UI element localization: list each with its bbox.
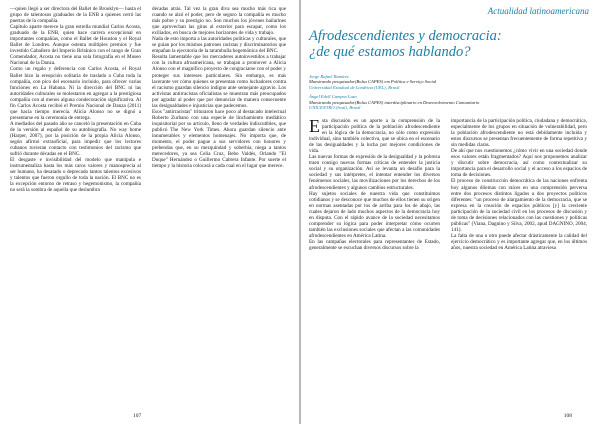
left-page — [0, 0, 299, 424]
section-heading: Actualidad latinoamericana — [487, 6, 589, 16]
paragraph: Resulta lamentable que los mercaderes autoinvestidos a trabajar con la cultura afroamericana, se trabajan a promover a Alicia Alonso con el magnífico proyecto de congraciarse con el poder y proteger sus intereses particulares. Sin embargo, es más lacerante ver cómo quienes se presentan como luchadores contra el racismo guardan silencio indigno ante semejante agravio. Los activistas antirracistas oficialistas se muestran más preocupados por agradar al poder que por denunciar de manera consecuente las desigualdades e injusticias que padecemos. — [152, 54, 286, 109]
paragraph: Hay sujetos sociales de nuestra vida que constituimos cotidianos y se desconoce que muchos de ellos tienen su origen en normas asentadas por los de arriba para los de abajo, las cuales dejaron de lado muchos aspectos de la democracia hoy en disputa. Con el rápido avance de la sociedad necesitamos comprender su lógica para poder interpretar cómo ocurren también las exclusiones sociales que afectan a las comunidades afrodescendientes en América Latina. — [309, 190, 440, 239]
right-page — [301, 0, 600, 424]
author-block — [309, 74, 589, 110]
paragraph: En las campañas electorales para representantes de Estado, generalmente se escuchan diversos discursos sobre la — [309, 238, 440, 251]
paragraph: importancia de la participación política, ciudadana y democrática, especialmente de los grupos en situación de vulnerabilidad, pero la población afrodescendiente no está debidamente incluida y estos discursos se presentan frecuentemente de forma repetitiva y sin medidas claras. — [451, 118, 587, 149]
paragraph: A mediados del pasado año se canceló la presentación en Cuba de la versión al español de su autobiografía. No way home (Harper, 2007), por la posición de la propia Alicia Alonso, según afirmó extraoficial, para impedir que los lectores cubanos tuvieran contacto con testimonios del racismo que sufrió durante décadas en el BNC. — [10, 120, 141, 158]
paragraph: Las nuevas formas de expresión de la desigualdad y la pobreza traen consigo nuevas formas críticas de entender la justicia social y su organización. Así se levanta un desafío para la sociedad y sus intérpretes, el intentar entender los diversos fenómenos sociales, las movilizaciones por los derechos de los afrodescendientes y algunos cambios estructurales. — [309, 154, 440, 191]
paragraph: De ahí que nos cuestionemos ¿cómo vivir en una sociedad donde esos valores están fragmentados? Aquí nos proponemos analizar y discutir sobre democracia, así como contextualizar su importancia para el desarrollo social y el acceso a los espacios de toma de decisiones. — [451, 148, 587, 179]
paragraph: El proceso de construcción democrática de las naciones enfrenta hoy algunos dilemas con raíces en una comprensión perversa entre dos procesos distintos ligados a dos proyectos políticos diferentes: "un proceso de alargamiento de la democracia, que se expresa en la creación de espacios públicos [y] la creciente participación de la sociedad civil en los procesos de discusión y de toma de decisiones relacionados con las cuestiones y políticas públicas" (Viana, Dagnino y Silva, 2002, apud DAGNINO, 2004, 141). — [451, 178, 587, 233]
right-column-1 — [309, 118, 440, 251]
paragraph: Esta discusión es un aporte a la comprensión de la participación política de la población afrodescendiente en la lógica de la democracia, no sólo como expresión individual, sino también colectiva, que se ubica en el escenario de las desigualdades y la lucha por mejores condiciones de vida. — [309, 116, 440, 155]
paragraph: Como un regalo y deferencia con Carlos Acosta, el Royal Ballet hizo la ereopción solitaria de traslado a Cuba toda la compañía, con pico del escenario incluido, para ofrecer varias funciones en La Habana. Ni la dirección del BNC ni las autoridades culturales se molestaron en agregar a la prestigiosa compañía con al menos alguna condecoración significativa. Al fin Carlos Acosta recibió el Premio Nacional de Danza (2011) que hacía tiempo merecía. Alicia Alonso no se dignó a presentarse en la ceremonia de entrega. — [10, 66, 141, 121]
author-2-affiliation: Maestrando pesquisador(Bolsa CAPES) interdisciplinario en Desenvolvimento Comunitario — [309, 99, 480, 105]
author-1-name: Jorge Rafael Ramírez — [309, 74, 349, 79]
paragraph: Esos "antirracistas" trituraron hace poco al destacado intelectual Roberto Zurbano con una especie de linchamiento mediático inquisitorial por su artículo, lleno de verdades indiscutibles, que publicó The New York Times. Ahora guardan silencio ante innumerables y elementos homenajes. No importa que, de momento, el poder pague a sus servidores con honores y prebendas que, en su mezquindad y soberbia, niega a tantos merecedores, ya sea Celia Cruz, Bebo Valdés, Orlando "El Duque" Hernández o Guillermo Cabrera Infante. Por suerte el tiempo y la historia colocará a cada cual en el lugar que merece. — [152, 108, 286, 170]
paragraph: décadas atrás. Tal vez la gran diva sea mucho más rica que cuando se alzó el poder, pero de seguro la compañía es mucho más pobre y su prestigio no. Son muchos los jóvenes bailarines que aprovechan las giras al exterior para escapar, como los exiliados, en busca de mejores horizontes de vida y trabajo. — [152, 6, 286, 37]
author-2-university: UNICENTRO (Irati), Brasil — [309, 105, 361, 111]
title-line-2: ¿de qué estamos hablando? — [309, 44, 471, 60]
article-title — [309, 28, 579, 60]
author-2-name: Ángel Edell Campos Lazo — [309, 94, 357, 100]
right-column-2 — [451, 118, 587, 251]
paragraph: Nada de esto importa a las autoridades políticas y culturales, que se guían por los mismos patrones racistas y discriminatorios que empañan la ejecutoria de la tarambulla hegemónica del BNC. — [152, 36, 286, 55]
page-number-left: 107 — [133, 413, 142, 419]
paragraph: El desgaste e invisibilidad del modelo que manipula e instrumentaliza hasta los más caros valores y manosprecia al ser humano, ha desatado o deprecado tantos talentos excesivos y talentos que fueron orgullo de toda la nación. El BNC no es la excepción entorno de retraso y hegemonismo, la compañía no será la sombra de aquella que deslumbra — [10, 157, 141, 194]
page-number-right: 108 — [563, 413, 572, 419]
author-1-affiliation: Maestrando pesquisador(Bolsa CAPES) em Política e Serviço Social — [309, 79, 437, 85]
author-1-university: Universidad Estadual de Londrina (UEL), Brasil — [309, 84, 400, 90]
left-column-2 — [152, 6, 286, 169]
paragraph: La falta de una u otro puede afectar drásticamente la calidad del ejercicio democrático y es importante agregar que, en los últimos años, nuestra sociedad en América Latina atraviesa — [451, 232, 587, 251]
paragraph: Capítulo aparte merece la gran estrella mundial Carlos Acosta, graduado de la ENB, quien hace carrera excepcional en importantes compañías, como el Ballet de Houston y el Royal Ballet de Londres. Aunque ostenta múltiples premios y fue investido Caballero del Imperio Británico con el rango de Gran Comendador, Acosta no tiene una sola fotografía en el Museo Nacional de la Danza. — [10, 24, 141, 67]
left-column-1 — [10, 6, 141, 193]
paragraph: —quien llegó a ser directora del Ballet de Brooklyn— hasta el grupo de talentosos graduados de la ENB a quienes cerró las puertas de la compañía. — [10, 6, 141, 25]
drop-cap: E — [309, 116, 320, 136]
title-line-1: Afrodescendientes y democracia: — [309, 28, 502, 44]
